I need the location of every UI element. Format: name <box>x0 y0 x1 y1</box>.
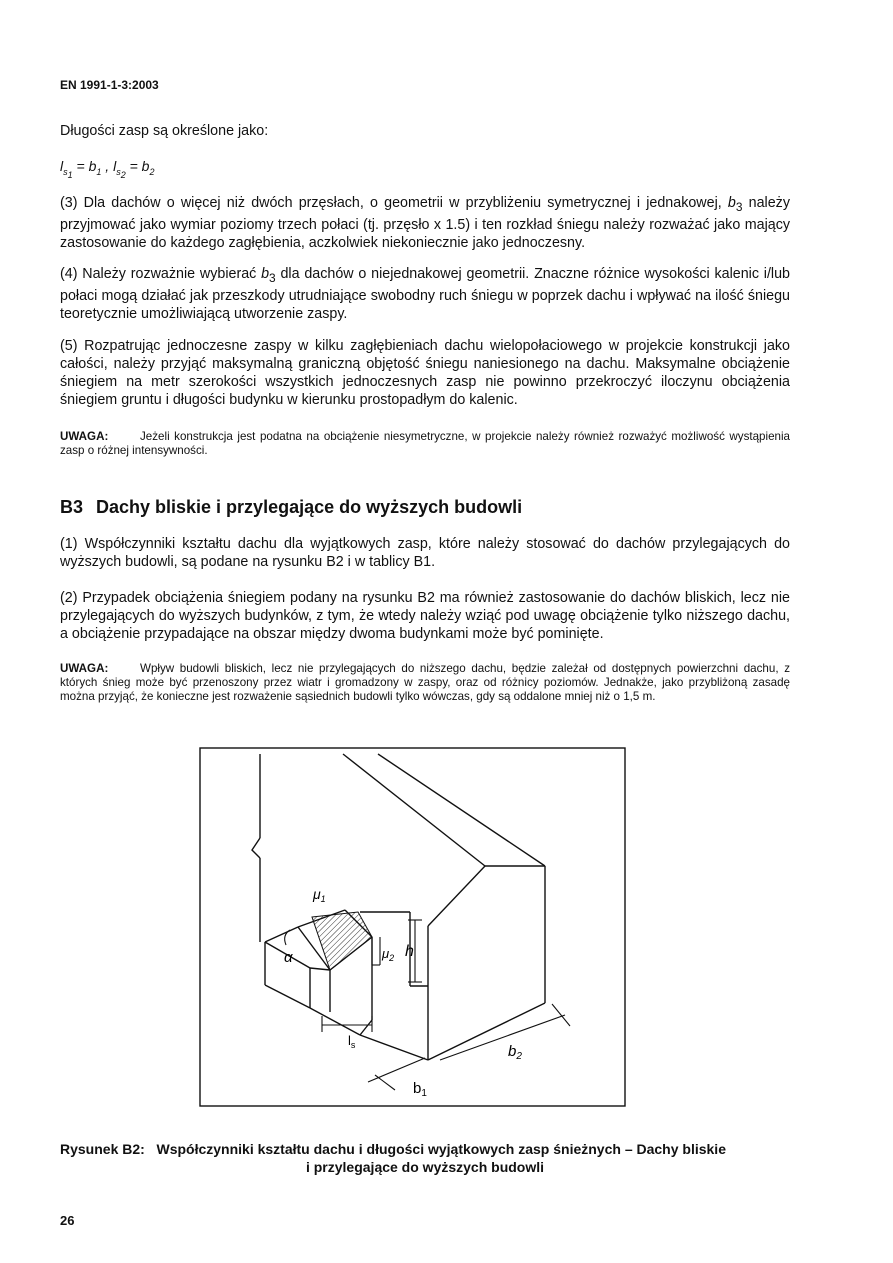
page-number: 26 <box>60 1213 75 1228</box>
section-paragraph-2: (2) Przypadek obciążenia śniegiem podany na rysunku B2 ma również zastosowanie do dachów bliskich, lecz nie przylegających do wyższych budynków, z tym, że wtedy należy wziąć pod uwagę obciążenie tylko niższego dachu, a obciążenie przypadające na obszar między dwoma budynkami może być pominięte. <box>60 590 790 642</box>
figure-caption <box>60 1140 790 1176</box>
ls-label: $l_s$ <box>348 1033 356 1050</box>
note-label: UWAGA: <box>60 430 109 443</box>
caption-line-1: Współczynniki kształtu dachu i długości wyjątkowych zasp śnieżnych – Dachy bliskie <box>156 1141 726 1157</box>
formula-drift-lengths: $l_{s_1} = b_1$ , $l_{s_2} = b_2$ <box>60 158 155 180</box>
b2-label: $b_2$ <box>508 1043 522 1062</box>
section-paragraph-1: (1) Współczynniki kształtu dachu dla wyjątkowych zasp, które należy stosować do dachów przylegających do wyższych budowli, są podane na rysunku B2 i w tablicy B1. <box>60 536 790 570</box>
paragraph-3: (3) Dla dachów o więcej niż dwóch przęsłach, o geometrii w przybliżeniu symetrycznej i jednakowej, $b_3$ należy przyjmować jako wymiar poziomy trzech połaci (tj. przęsło x 1.5) i ten rozkład śniegu należy rozważać jako mający zastosowanie do każdego zagłębienia, aczkolwiek niekoniecznie jako jednoczesny. <box>60 195 790 251</box>
caption-label: Rysunek B2: <box>60 1141 145 1157</box>
b1-label: $b_1$ <box>413 1080 427 1099</box>
paragraph-4: (4) Należy rozważnie wybierać $b_3$ dla dachów o niejednakowej geometrii. Znaczne różnice wysokości kalenic i/lub połaci mogą działać jak przeszkody utrudniające swobodny ruch śniegu w poprzek dachu i wpływać na ilość śniegu teoretycznie umożliwiającą utworzenie zaspy. <box>60 266 790 322</box>
paragraph-5: (5) Rozpatrując jednoczesne zaspy w kilku zagłębieniach dachu wielopołaciowego w projekcie konstrukcji jako całości, należy przyjąć maksymalną graniczną objętość śniegu naniesionego na dachu. Maksymalne obciążenie śniegiem na metr szerokości wszystkich jednoczesnych zasp nie powinno przekroczyć iloczynu obciążenia śniegiem gruntu i długości budynku w kierunku prostopadłym do kalenic. <box>60 338 790 408</box>
caption-line-2: i przylegające do wyższych budowli <box>305 1159 545 1175</box>
note-label: UWAGA: <box>60 662 109 675</box>
intro-text: Długości zasp są określone jako: <box>60 123 269 139</box>
tall-building <box>252 754 545 1060</box>
note-1: UWAGA: Jeżeli konstrukcja jest podatna na obciążenie niesymetryczne, w projekcie należy również rozważyć możliwość wystąpienia zasp o różnej intensywności. <box>60 430 790 458</box>
mu2-label: $\mu_2$ <box>382 946 395 963</box>
alpha-label: α <box>284 949 293 966</box>
mu1-label: $\mu_1$ <box>313 886 326 904</box>
note-2: UWAGA: Wpływ budowli bliskich, lecz nie przylegających do niższego dachu, będzie zależał od dostępnych powierzchni dachu, z których śnieg może być przenoszony przez wiatr i gromadzony w zaspy, oraz od różnicy poziomów. Jednakże, jako przybliżoną zasadę można przyjąć, że konieczne jest rozważenie sąsiednich budowli tylko wówczas, gdy są oddalone mniej niż o 1,5 m. <box>60 662 790 704</box>
section-heading: B3 Dachy bliskie i przylegające do wyższych budowli <box>60 497 523 517</box>
document-code: EN 1991-1-3:2003 <box>60 78 159 92</box>
figure-frame <box>200 748 625 1106</box>
h-label: h <box>405 943 414 960</box>
low-building <box>265 910 372 1035</box>
